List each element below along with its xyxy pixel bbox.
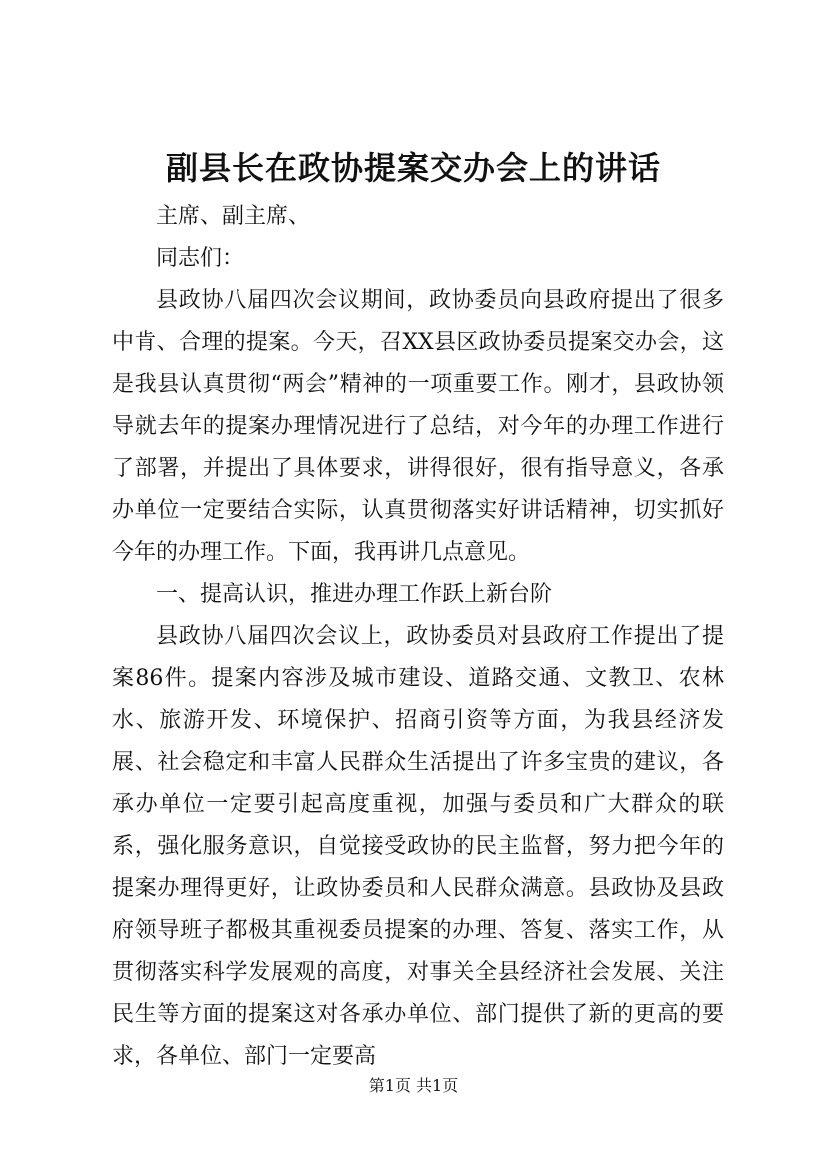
paragraph-section-1: 县政协八届四次会议上，政协委员对县政府工作提出了提案86件。提案内容涉及城市建设、道路交通、文教卫、农林水、旅游开发、环境保护、招商引资等方面，为我县经济发展、社会稳定和丰富人民群众生活提出了许多宝贵的建议，各承办单位一定要引起高度重视，加强与委员和广大群众的联系，强化服务意识，自觉接受政协的民主监督，努力把今年的提案办理得更好，让政协委员和人民群众满意。县政协及县政府领导班子都极其重视委员提案的办理、答复、落实工作，从贯彻落实科学发展观的高度，对事关全县经济社会发展、关注民生等方面的提案这对各承办单位、部门提供了新的更高的要求，各单位、部门一定要高: [112, 624, 724, 1069]
page-footer: 第1页 共1页: [368, 1076, 459, 1095]
document-title: 副县长在政协提案交办会上的讲话: [165, 149, 661, 187]
salutation-line-1: 主席、副主席、: [156, 204, 311, 229]
section-heading: 一、提高认识，推进办理工作跃上新台阶: [156, 582, 553, 607]
salutation-line-2: 同志们：: [156, 246, 245, 271]
document-body: [112, 196, 724, 1078]
paragraph-intro: 县政协八届四次会议期间，政协委员向县政府提出了很多中肯、合理的提案。今天，召XX县区政协委员提案交办会，这是我县认真贯彻“两会”精神的一项重要工作。刚才，县政协领导就去年的提案办理情况进行了总结，对今年的办理工作进行了部署，并提出了具体要求，讲得很好，很有指导意义，各承办单位一定要结合实际，认真贯彻落实好讲话精神，切实抓好今年的办理工作。下面，我再讲几点意见。: [112, 288, 724, 565]
